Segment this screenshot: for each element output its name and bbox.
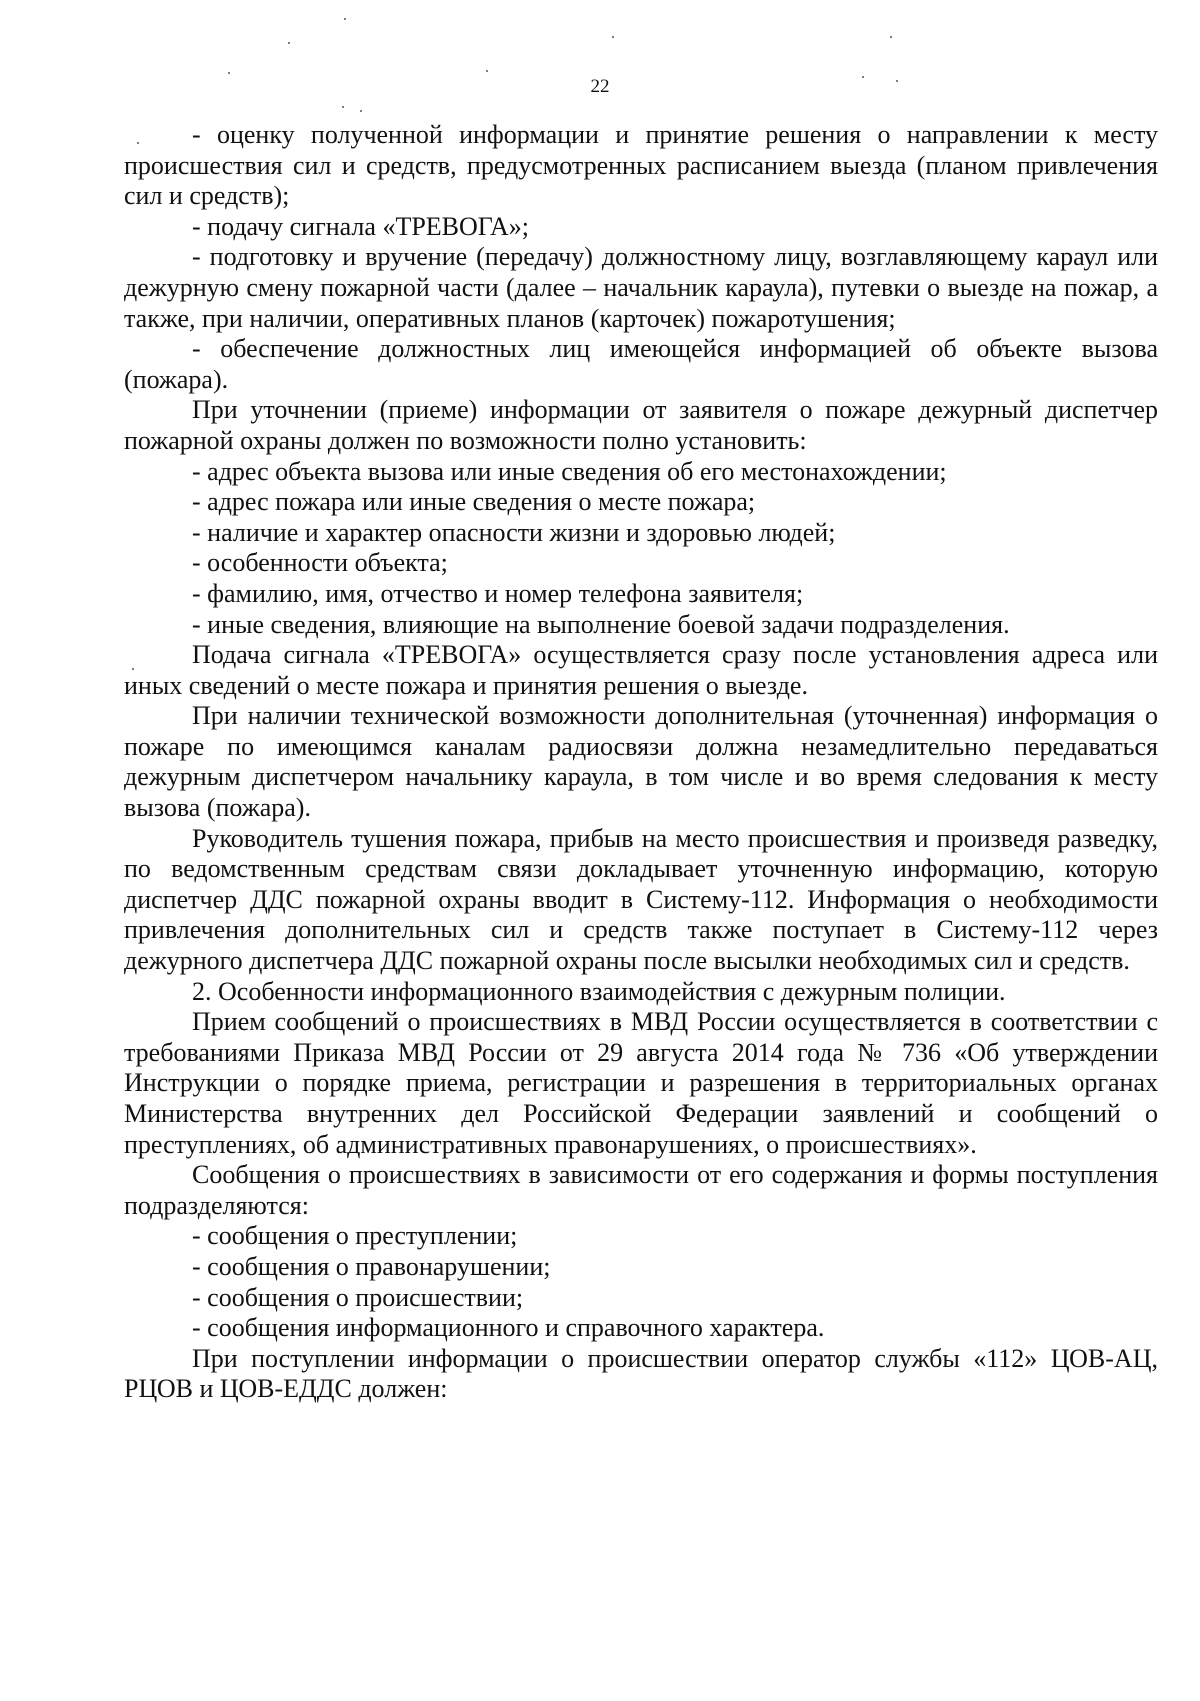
paragraph: Прием сообщений о происшествиях в МВД России осуществляется в соответствии с требованиями Приказа МВД России от 29 августа 2014 года № 736 «Об утверждении Инструкции о порядке приема, регистрации и разрешения в территориальных органах Министерства внутренних дел Российской Федерации заявлений и сообщений о преступлениях, об административных правонарушениях, о происшествиях».	[124, 1007, 1158, 1159]
list-item: - особенности объекта;	[192, 548, 448, 578]
section-heading: 2. Особенности информационного взаимодействия с дежурным полиции.	[192, 976, 1006, 1006]
list-item: - сообщения информационного и справочного характера.	[192, 1313, 825, 1343]
paragraph: Руководитель тушения пожара, прибыв на место происшествия и произведя разведку, по ведомственным средствам связи докладывает уточненную информацию, которую диспетчер ДДС пожарной охраны вводит в Систему-112. Информация о необходимости привлечения дополнительных сил и средств также поступает в Систему-112 через дежурного диспетчера ДДС пожарной охраны после высылки необходимых сил и средств.	[124, 823, 1158, 976]
scan-speck	[288, 42, 290, 44]
scan-speck	[612, 36, 614, 38]
paragraph: Сообщения о происшествиях в зависимости от его содержания и формы поступления подразделяются:	[124, 1160, 1158, 1220]
list-item: - сообщения о преступлении;	[192, 1221, 518, 1251]
scan-speck	[486, 70, 488, 72]
scan-speck	[342, 106, 344, 108]
paragraph: При поступлении информации о происшествии оператор службы «112» ЦОВ-АЦ, РЦОВ и ЦОВ-ЕДДС должен:	[124, 1343, 1158, 1404]
list-item: - сообщения о происшествии;	[192, 1282, 524, 1312]
paragraph: - подачу сигнала «ТРЕВОГА»;	[192, 211, 529, 241]
paragraph: При уточнении (приеме) информации от заявителя о пожаре дежурный диспетчер пожарной охраны должен по возможности полно установить:	[124, 395, 1158, 455]
page-number: 22	[590, 76, 610, 97]
list-item: - фамилию, имя, отчество и номер телефона заявителя;	[192, 578, 804, 608]
scan-speck	[228, 72, 230, 74]
list-item: - адрес пожара или иные сведения о месте пожара;	[192, 487, 756, 517]
scan-speck	[360, 110, 362, 112]
list-item: - наличие и характер опасности жизни и здоровью людей;	[192, 517, 836, 547]
list-item: - сообщения о правонарушении;	[192, 1251, 551, 1281]
list-item: - иные сведения, влияющие на выполнение боевой задачи подразделения.	[192, 609, 1010, 639]
document-body	[124, 120, 1158, 1405]
paragraph: - подготовку и вручение (передачу) должностному лицу, возглавляющему караул или дежурную смену пожарной части (далее – начальник караула), путевки о выезде на пожар, а также, при наличии, оперативных планов (карточек) пожаротушения;	[124, 242, 1158, 333]
paragraph: - обеспечение должностных лиц имеющейся информацией об объекте вызова (пожара).	[124, 334, 1158, 394]
paragraph: - оценку полученной информации и принятие решения о направлении к месту происшествия сил и средств, предусмотренных расписанием выезда (планом привлечения сил и средств);	[124, 120, 1158, 211]
list-item: - адрес объекта вызова или иные сведения об его местонахождении;	[192, 456, 947, 486]
paragraph: При наличии технической возможности дополнительная (уточненная) информация о пожаре по имеющимся каналам радиосвязи должна незамедлительно передаваться дежурным диспетчером начальнику караула, в том числе и во время следования к месту вызова (пожара).	[124, 701, 1158, 823]
scan-speck	[890, 36, 892, 38]
scan-speck	[344, 18, 346, 20]
paragraph: Подача сигнала «ТРЕВОГА» осуществляется сразу после установления адреса или иных сведений о месте пожара и принятия решения о выезде.	[124, 640, 1158, 700]
